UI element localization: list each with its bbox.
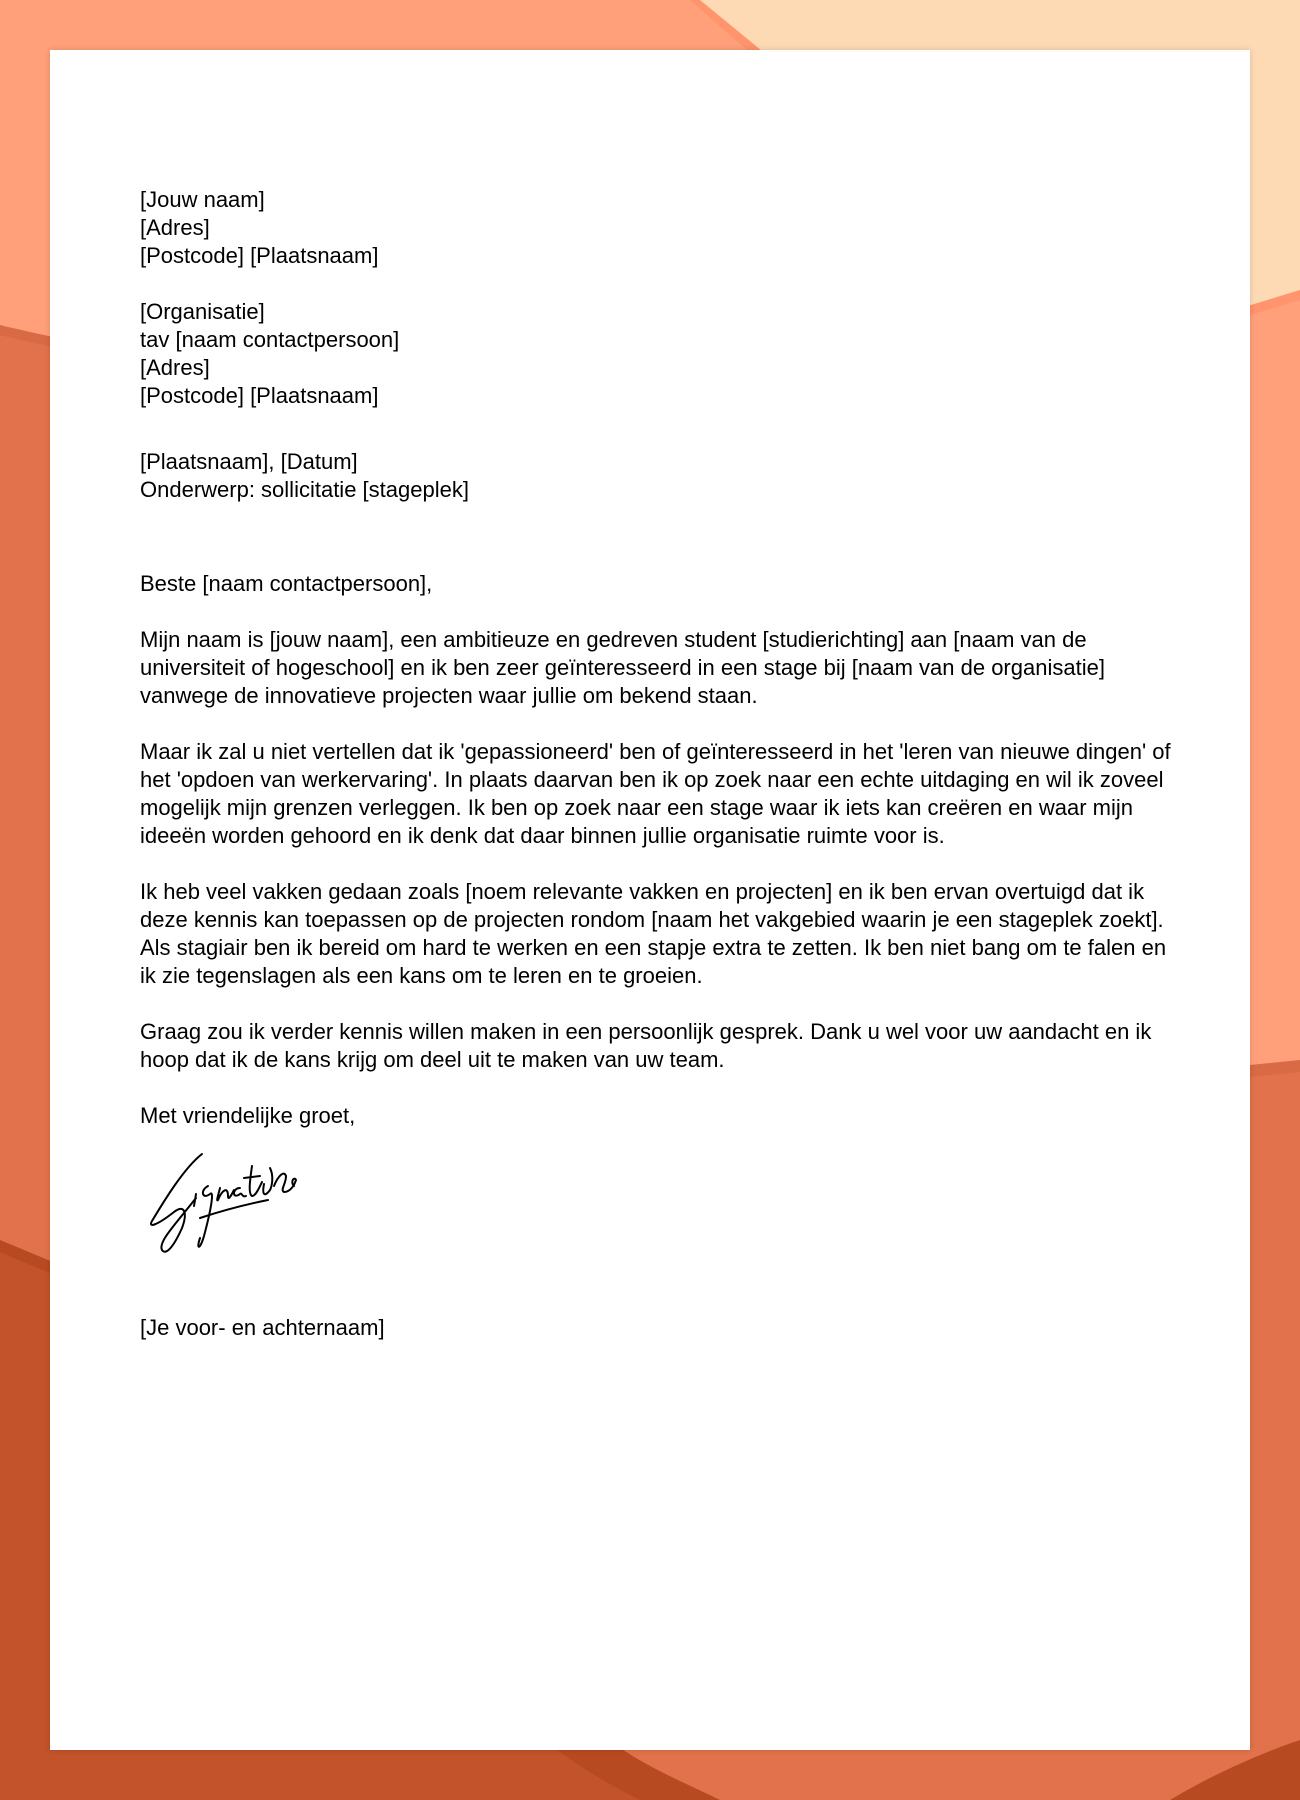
place-date: [Plaatsnaam], [Datum] — [140, 449, 358, 474]
sender-address: [Adres] — [140, 215, 210, 240]
meta-block — [140, 448, 1180, 504]
recipient-organisation: [Organisatie] — [140, 299, 265, 324]
salutation: Beste [naam contactpersoon], — [140, 571, 433, 596]
recipient-attention: tav [naam contactpersoon] — [140, 327, 400, 352]
sender-name: [Jouw naam] — [140, 187, 265, 212]
paragraph-intro: Mijn naam is [jouw naam], een ambitieuze en gedreven student [studierichting] aan [naam van de universiteit of hogeschool] en ik ben zeer geïnteresseerd in een stage bij [naam van de organisatie] vanwege de innovatieve projecten waar jullie om bekend staan. — [140, 627, 1105, 708]
signature-icon — [144, 1146, 344, 1266]
subject-line: Onderwerp: sollicitatie [stageplek] — [140, 477, 469, 502]
signoff-name: [Je voor- en achternaam] — [140, 1315, 385, 1340]
paragraph-motivation: Maar ik zal u niet vertellen dat ik 'gepassioneerd' ben of geïnteresseerd in het 'leren van nieuwe dingen' of het 'opdoen van werkervaring'. In plaats daarvan ben ik op zoek naar een echte uitdaging en wil ik zoveel mogelijk mijn grenzen verleggen. Ik ben op zoek naar een stage waar ik iets kan creëren en waar mijn ideeën worden gehoord en ik denk dat daar binnen jullie organisatie ruimte voor is. — [140, 739, 1171, 848]
recipient-address: [Adres] — [140, 355, 210, 380]
sender-block — [140, 186, 1180, 270]
recipient-block — [140, 298, 1180, 410]
letter-body — [140, 186, 1180, 1342]
closing-greeting: Met vriendelijke groet, — [140, 1103, 356, 1128]
paragraph-experience: Ik heb veel vakken gedaan zoals [noem relevante vakken en projecten] en ik ben ervan overtuigd dat ik deze kennis kan toepassen op de projecten rondom [naam het vakgebied waarin je een stageplek zoekt]. Als stagiair ben ik bereid om hard te werken en een stapje extra te zetten. Ik ben niet bang om te falen en ik zie tegenslagen als een kans om te leren en te groeien. — [140, 879, 1167, 988]
sender-city: [Postcode] [Plaatsnaam] — [140, 243, 379, 268]
recipient-city: [Postcode] [Plaatsnaam] — [140, 383, 379, 408]
paragraph-closing: Graag zou ik verder kennis willen maken in een persoonlijk gesprek. Dank u wel voor uw aandacht en ik hoop dat ik de kans krijg om deel uit te maken van uw team. — [140, 1019, 1152, 1072]
letter-page — [50, 50, 1250, 1750]
